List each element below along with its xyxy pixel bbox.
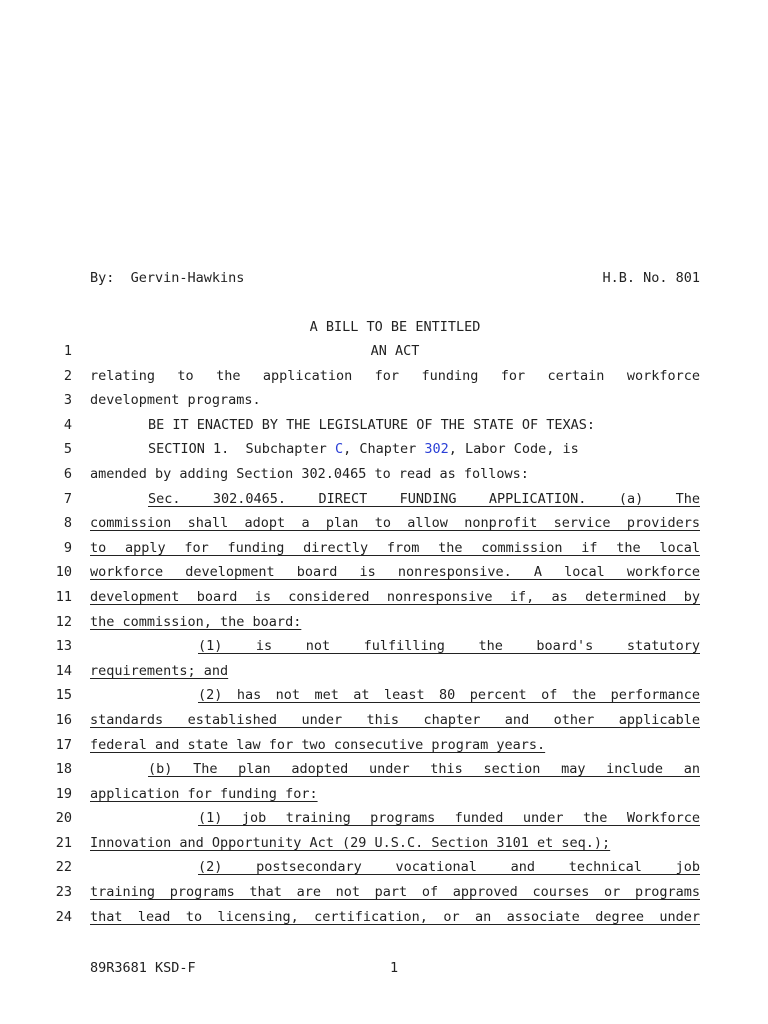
line-text: that lead to licensing, certification, or an associate degree under bbox=[90, 909, 700, 925]
line-number: 10 bbox=[55, 564, 72, 580]
act-heading: AN ACT bbox=[370, 343, 420, 359]
enacting-clause: BE IT ENACTED BY THE LEGISLATURE OF THE STATE OF TEXAS: bbox=[148, 417, 596, 433]
underlined-line bbox=[90, 687, 700, 705]
line-number: 8 bbox=[63, 515, 72, 531]
line-text: development board is considered nonresponsive if, as determined by bbox=[90, 589, 700, 605]
chapter-link[interactable]: 302 bbox=[424, 441, 449, 457]
line-number: 11 bbox=[55, 589, 72, 605]
line-number: 18 bbox=[55, 761, 72, 777]
line-text-post: , Labor Code, is bbox=[448, 441, 579, 457]
line-number: 22 bbox=[55, 859, 72, 875]
underlined-line bbox=[90, 810, 700, 828]
underlined-line bbox=[90, 884, 700, 902]
underlined-line bbox=[90, 737, 700, 753]
line-text: Innovation and Opportunity Act (29 U.S.C. Section 3101 et seq.); bbox=[90, 835, 611, 851]
line-text: Sec. 302.0465. DIRECT FUNDING APPLICATION. (a) The bbox=[148, 491, 700, 507]
line-text: (b) The plan adopted under this section may include an bbox=[148, 761, 700, 777]
line-number: 2 bbox=[63, 368, 72, 384]
line-number: 3 bbox=[63, 392, 72, 408]
line-text: the commission, the board: bbox=[90, 614, 302, 630]
underlined-line bbox=[90, 712, 700, 730]
line-text: application for funding for: bbox=[90, 786, 318, 802]
line-number: 23 bbox=[55, 884, 72, 900]
line-text: (1) is not fulfilling the board's statutory bbox=[198, 638, 700, 654]
line-number: 5 bbox=[63, 441, 72, 457]
line-number: 6 bbox=[63, 466, 72, 482]
line-number: 24 bbox=[55, 909, 72, 925]
underlined-line bbox=[90, 909, 700, 927]
line-number: 4 bbox=[63, 417, 72, 433]
line-number: 1 bbox=[63, 343, 72, 359]
line-text: commission shall adopt a plan to allow nonprofit service providers bbox=[90, 515, 700, 531]
line-text: amended by adding Section 302.0465 to read as follows: bbox=[90, 466, 529, 482]
underlined-line bbox=[90, 859, 700, 877]
line-text: training programs that are not part of approved courses or programs bbox=[90, 884, 700, 900]
line-text: to apply for funding directly from the commission if the local bbox=[90, 540, 700, 556]
bill-author: By: Gervin-Hawkins bbox=[90, 270, 245, 286]
bill-title: A BILL TO BE ENTITLED bbox=[309, 319, 481, 335]
section-heading-line bbox=[90, 491, 700, 509]
underlined-line bbox=[90, 589, 700, 607]
line-number: 19 bbox=[55, 786, 72, 802]
line-number: 9 bbox=[63, 540, 72, 556]
line-number: 16 bbox=[55, 712, 72, 728]
line-text-mid: , Chapter bbox=[343, 441, 425, 457]
underlined-line bbox=[90, 761, 700, 779]
page-number: 1 bbox=[390, 960, 399, 976]
underlined-line bbox=[90, 540, 700, 558]
underlined-line bbox=[90, 786, 700, 802]
line-text: federal and state law for two consecutive program years. bbox=[90, 737, 546, 753]
line-text: workforce development board is nonresponsive. A local workforce bbox=[90, 564, 700, 580]
underlined-line bbox=[90, 564, 700, 582]
line-text: relating to the application for funding for certain workforce bbox=[90, 368, 700, 384]
bill-number: H.B. No. 801 bbox=[602, 270, 700, 286]
line-text: (2) has not met at least 80 percent of the performance bbox=[198, 687, 700, 703]
underlined-line bbox=[90, 663, 700, 679]
line-text: development programs. bbox=[90, 392, 261, 408]
line-text: (1) job training programs funded under the Workforce bbox=[198, 810, 700, 826]
line-text: (2) postsecondary vocational and technical job bbox=[198, 859, 700, 875]
line-number: 12 bbox=[55, 614, 72, 630]
line-text: standards established under this chapter and other applicable bbox=[90, 712, 700, 728]
line-number: 17 bbox=[55, 737, 72, 753]
line-text: requirements; and bbox=[90, 663, 229, 679]
line-number: 15 bbox=[55, 687, 72, 703]
underlined-line bbox=[90, 614, 700, 630]
underlined-line bbox=[90, 515, 700, 533]
line-number: 7 bbox=[63, 491, 72, 507]
underlined-line bbox=[90, 638, 700, 656]
draft-code: 89R3681 KSD-F bbox=[90, 960, 196, 976]
line-number: 21 bbox=[55, 835, 72, 851]
underlined-line bbox=[90, 835, 700, 851]
line-number: 13 bbox=[55, 638, 72, 654]
line-number: 20 bbox=[55, 810, 72, 826]
subchapter-link[interactable]: C bbox=[334, 441, 344, 457]
line-text-pre: SECTION 1. Subchapter bbox=[148, 441, 335, 457]
section-1-line bbox=[90, 441, 700, 457]
line-number: 14 bbox=[55, 663, 72, 679]
